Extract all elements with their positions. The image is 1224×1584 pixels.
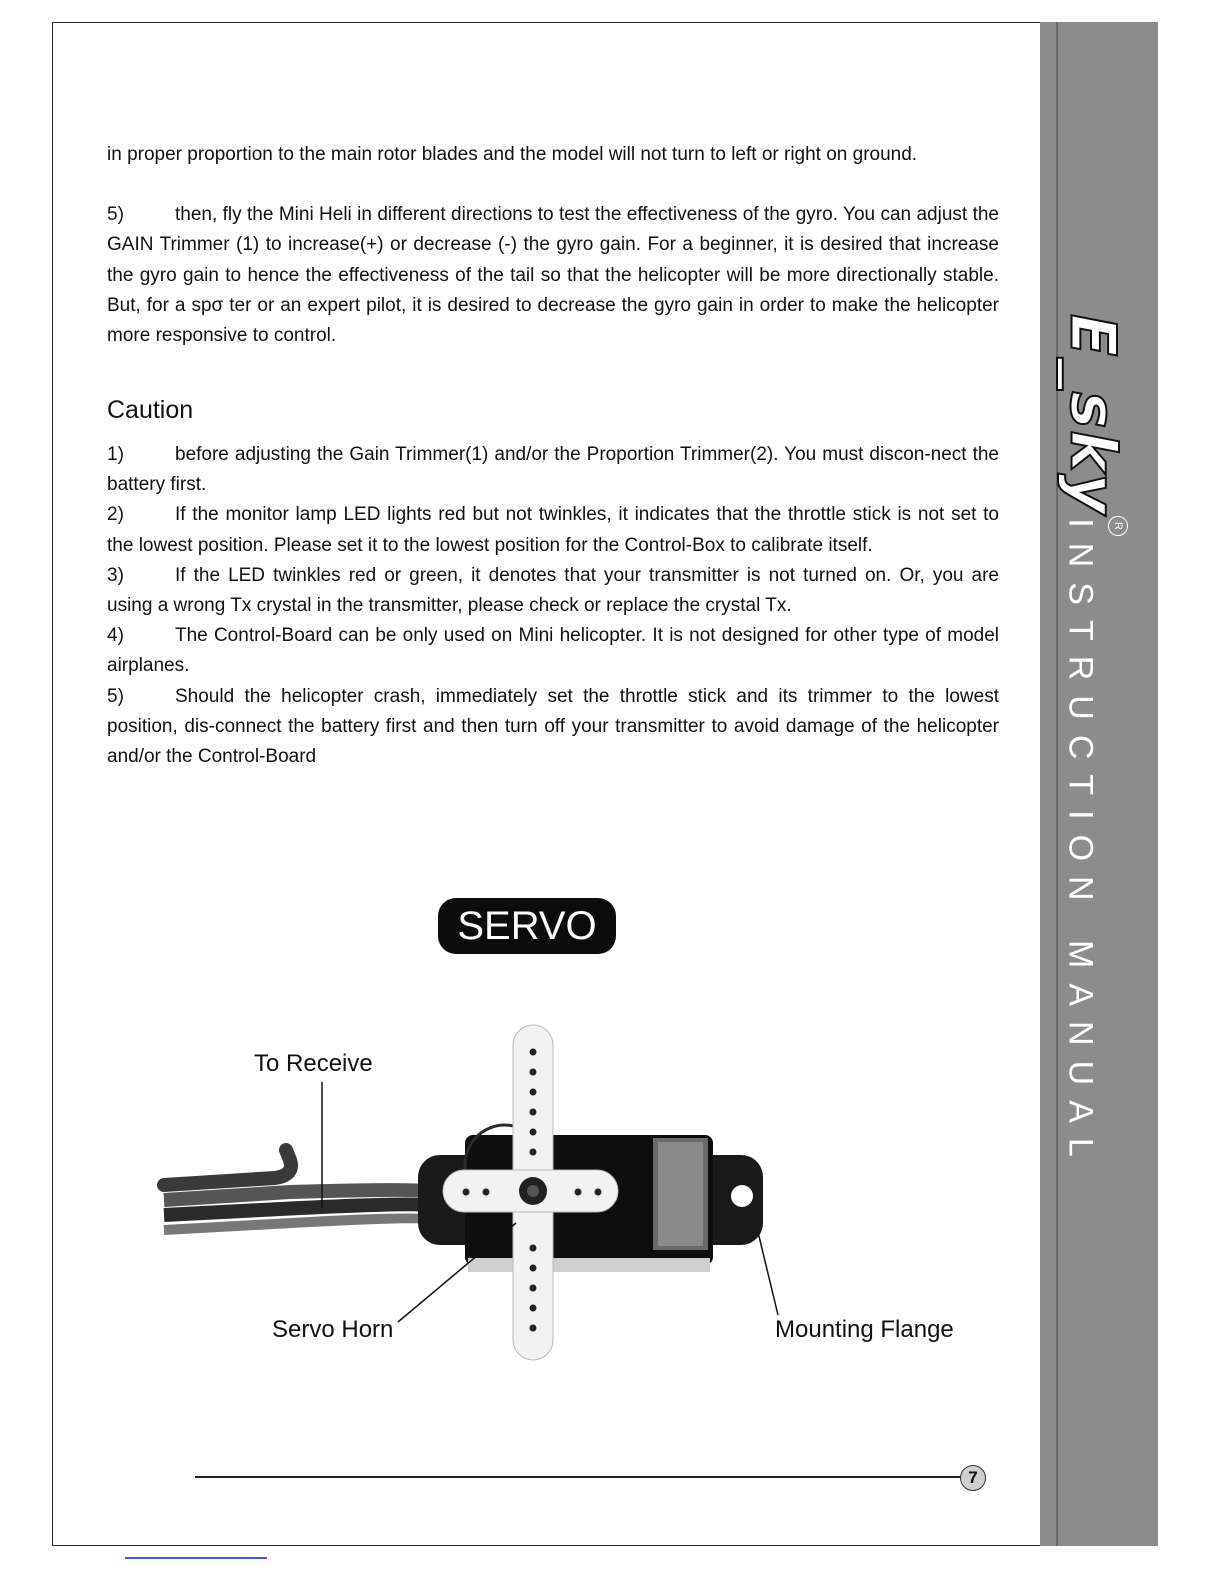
brand-logo-text: E_sky — [1056, 314, 1130, 516]
caution-item — [107, 561, 999, 621]
sidebar-title — [1050, 518, 1110, 1172]
sidebar-title-text: INSTRUCTION MANUAL — [1061, 518, 1100, 1172]
caution-item — [107, 500, 999, 560]
servo-wire — [164, 1150, 435, 1230]
caution-item-text: Should the helicopter crash, immediately set the throttle stick and its trimmer to the lowest position, dis-connect the battery first and then turn off your transmitter to avoid damage of the helicopter and/or the Control-Board — [107, 685, 999, 768]
body-text — [107, 140, 999, 351]
bottom-mark — [125, 1557, 267, 1559]
caution-heading: Caution — [107, 396, 194, 424]
caution-list — [107, 440, 999, 772]
caution-item-number: 3) — [107, 564, 124, 586]
servo-figure — [150, 1010, 1000, 1380]
caution-item-number: 2) — [107, 504, 124, 526]
flange-leader-line — [758, 1232, 778, 1315]
to-receive-label: To Receive — [254, 1050, 373, 1077]
caution-item-text: before adjusting the Gain Trimmer(1) and/or the Proportion Trimmer(2). You must discon-nect the battery first. — [107, 444, 999, 496]
intro-paragraph: in proper proportion to the main rotor blades and the model will not turn to left or right on ground. — [107, 144, 918, 165]
mounting-flange-label: Mounting Flange — [775, 1316, 954, 1343]
caution-item-number: 4) — [107, 625, 124, 647]
caution-item-text: If the LED twinkles red or green, it denotes that your transmitter is not turned on. Or, you are using a wrong Tx crystal in the transmitter, please check or replace the crystal Tx. — [107, 564, 999, 617]
step-5-text: then, fly the Mini Heli in different directions to test the effectiveness of the gyro. You can adjust the GAIN Trimmer (1) to increase(+) or decrease (-) the gyro gain. For a beginner, it is desired that increase the gyro gain to hence the effectiveness of the tail so that the helicopter will be more directionally stable. But, for a spσ ter or an expert pilot, it is desired to decrease the gyro gain in order to make the helicopter more responsive to control. — [107, 204, 999, 347]
servo-title: SERVO — [438, 898, 616, 954]
footer-rule — [195, 1476, 965, 1478]
step-5-number: 5) — [107, 204, 124, 226]
page-number: 7 — [960, 1465, 986, 1491]
servo-horn — [443, 1025, 618, 1360]
brand-logo — [1058, 295, 1128, 535]
caution-item — [107, 440, 999, 500]
caution-item-number: 5) — [107, 685, 124, 707]
servo-horn-label: Servo Horn — [272, 1316, 394, 1343]
caution-item — [107, 621, 999, 681]
caution-item-number: 1) — [107, 444, 124, 465]
caution-item-text: If the monitor lamp LED lights red but not twinkles, it indicates that the throttle stick is not set to the lowest position. Please set it to the lowest position for the Control-Box to calibrate itself. — [107, 504, 999, 556]
caution-item-text: The Control-Board can be only used on Mini helicopter. It is not designed for other type of model airplanes. — [107, 625, 999, 677]
caution-item — [107, 682, 999, 773]
step-5 — [107, 200, 999, 351]
registered-mark: R — [1108, 516, 1128, 536]
